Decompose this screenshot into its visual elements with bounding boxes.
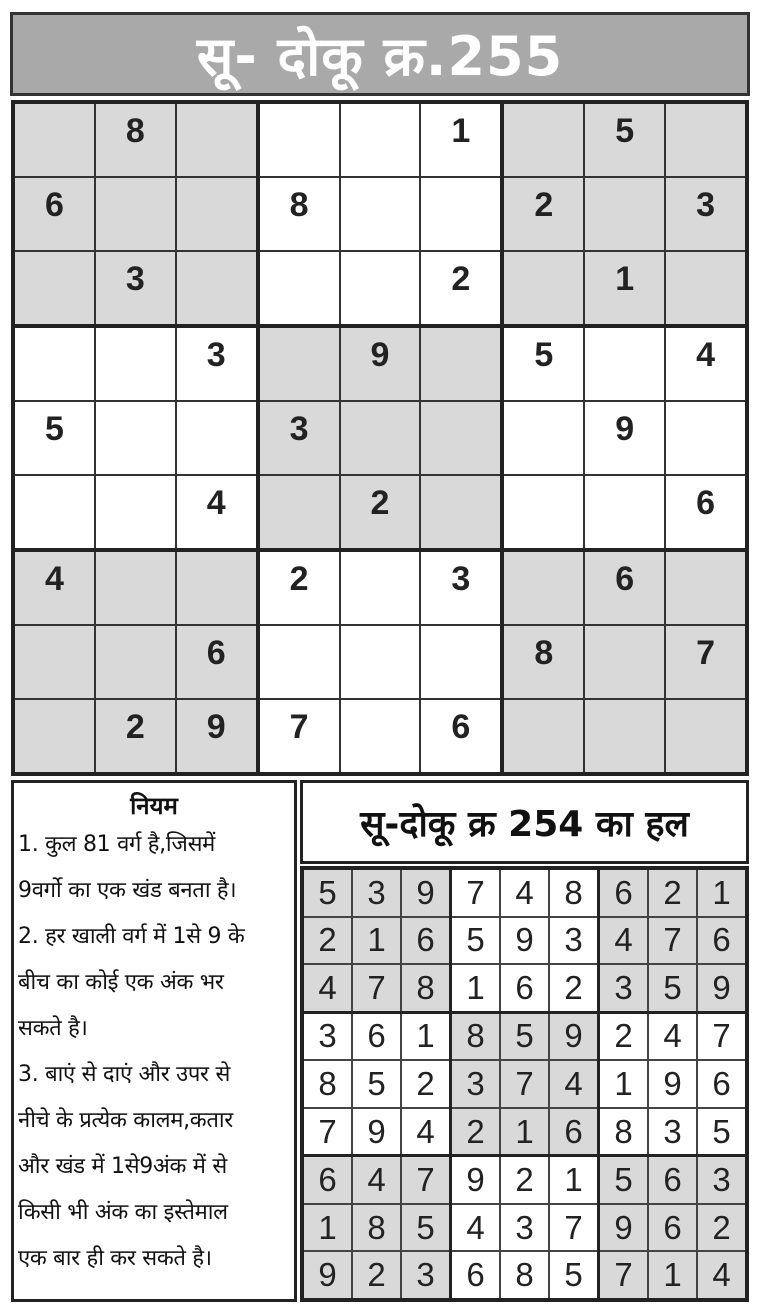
solution-cell: 2	[600, 1014, 647, 1060]
empty-cell[interactable]	[666, 402, 745, 474]
empty-cell[interactable]	[260, 252, 339, 324]
solution-cell: 5	[501, 1014, 548, 1060]
empty-cell[interactable]	[177, 178, 256, 250]
given-cell: 6	[15, 178, 94, 250]
solution-box	[452, 1014, 597, 1155]
solution-cell: 1	[452, 965, 499, 1011]
empty-cell[interactable]	[585, 700, 664, 772]
empty-cell[interactable]	[666, 552, 745, 624]
solution-cell: 9	[698, 965, 745, 1011]
empty-cell[interactable]	[177, 104, 256, 176]
empty-cell[interactable]	[421, 476, 500, 548]
solution-cell: 1	[402, 1014, 449, 1060]
solution-box	[600, 1014, 745, 1155]
solution-cell: 4	[452, 1205, 499, 1251]
solution-cell: 9	[304, 1252, 351, 1298]
given-cell: 8	[96, 104, 175, 176]
solution-cell: 9	[600, 1205, 647, 1251]
empty-cell[interactable]	[504, 402, 583, 474]
solution-cell: 5	[353, 1061, 400, 1107]
empty-cell[interactable]	[585, 476, 664, 548]
solution-title-box	[300, 780, 749, 864]
solution-cell: 4	[649, 1014, 696, 1060]
empty-cell[interactable]	[341, 104, 420, 176]
given-cell: 9	[585, 402, 664, 474]
solution-cell: 9	[402, 870, 449, 916]
given-cell: 2	[96, 700, 175, 772]
given-cell: 3	[421, 552, 500, 624]
empty-cell[interactable]	[177, 552, 256, 624]
solution-cell: 3	[550, 918, 597, 964]
empty-cell[interactable]	[96, 552, 175, 624]
given-cell: 6	[421, 700, 500, 772]
solution-cell: 6	[698, 918, 745, 964]
rules-line: नीचे के प्रत्येक कालम,कतार	[18, 1108, 233, 1133]
solution-cell: 3	[304, 1014, 351, 1060]
puzzle-box	[260, 328, 501, 548]
solution-cell: 8	[452, 1014, 499, 1060]
solution-cell: 4	[402, 1109, 449, 1155]
empty-cell[interactable]	[585, 328, 664, 400]
empty-cell[interactable]	[341, 626, 420, 698]
solution-cell: 3	[402, 1252, 449, 1298]
empty-cell[interactable]	[15, 104, 94, 176]
solution-cell: 6	[304, 1157, 351, 1203]
empty-cell[interactable]	[15, 476, 94, 548]
given-cell: 4	[15, 552, 94, 624]
empty-cell[interactable]	[341, 700, 420, 772]
solution-cell: 5	[550, 1252, 597, 1298]
rules-line: एक बार ही कर सकते है।	[18, 1246, 212, 1271]
given-cell: 9	[341, 328, 420, 400]
solution-cell: 6	[402, 918, 449, 964]
given-cell: 8	[504, 626, 583, 698]
empty-cell[interactable]	[504, 252, 583, 324]
empty-cell[interactable]	[504, 476, 583, 548]
empty-cell[interactable]	[96, 626, 175, 698]
solution-cell: 5	[452, 918, 499, 964]
given-cell: 3	[666, 178, 745, 250]
solution-cell: 2	[649, 870, 696, 916]
solution-cell: 4	[698, 1252, 745, 1298]
solution-cell: 8	[304, 1061, 351, 1107]
empty-cell[interactable]	[260, 328, 339, 400]
given-cell: 5	[585, 104, 664, 176]
solution-cell: 8	[353, 1205, 400, 1251]
given-cell: 3	[96, 252, 175, 324]
solution-cell: 9	[649, 1061, 696, 1107]
puzzle-box	[504, 328, 745, 548]
rules-line: 1. कुल 81 वर्ग है,जिसमें	[18, 832, 216, 857]
rules-line: 2. हर खाली वर्ग में 1से 9 के	[18, 924, 245, 949]
solution-cell: 7	[402, 1157, 449, 1203]
empty-cell[interactable]	[96, 328, 175, 400]
rules-line: और खंड में 1से9अंक में से	[18, 1154, 227, 1179]
empty-cell[interactable]	[96, 476, 175, 548]
solution-cell: 7	[353, 965, 400, 1011]
rules-title: नियम	[130, 792, 178, 820]
empty-cell[interactable]	[421, 402, 500, 474]
solution-cell: 1	[304, 1205, 351, 1251]
solution-cell: 7	[304, 1109, 351, 1155]
empty-cell[interactable]	[504, 700, 583, 772]
solution-cell: 5	[698, 1109, 745, 1155]
empty-cell[interactable]	[96, 402, 175, 474]
given-cell: 5	[504, 328, 583, 400]
empty-cell[interactable]	[96, 178, 175, 250]
empty-cell[interactable]	[15, 328, 94, 400]
puzzle-box	[260, 104, 501, 324]
empty-cell[interactable]	[15, 700, 94, 772]
rules-line: 3. बाएं से दाएं और उपर से	[18, 1062, 231, 1087]
solution-cell: 6	[452, 1252, 499, 1298]
puzzle-box	[15, 552, 256, 772]
empty-cell[interactable]	[421, 328, 500, 400]
solution-cell: 6	[600, 870, 647, 916]
solution-cell: 6	[501, 965, 548, 1011]
solution-cell: 9	[353, 1109, 400, 1155]
empty-cell[interactable]	[666, 700, 745, 772]
empty-cell[interactable]	[177, 252, 256, 324]
given-cell: 6	[177, 626, 256, 698]
solution-cell: 1	[698, 870, 745, 916]
solution-cell: 7	[698, 1014, 745, 1060]
given-cell: 2	[260, 552, 339, 624]
solution-cell: 4	[304, 965, 351, 1011]
solution-box	[304, 1014, 449, 1155]
solution-cell: 3	[452, 1061, 499, 1107]
solution-cell: 3	[698, 1157, 745, 1203]
solution-cell: 6	[550, 1109, 597, 1155]
puzzle-box	[260, 552, 501, 772]
sudoku-solution-grid	[300, 866, 749, 1302]
empty-cell[interactable]	[585, 626, 664, 698]
given-cell: 3	[177, 328, 256, 400]
solution-cell: 7	[550, 1205, 597, 1251]
given-cell: 9	[177, 700, 256, 772]
solution-cell: 2	[304, 918, 351, 964]
empty-cell[interactable]	[341, 252, 420, 324]
solution-box	[600, 1157, 745, 1298]
solution-cell: 8	[600, 1109, 647, 1155]
solution-cell: 2	[698, 1205, 745, 1251]
rules-line: सकते है।	[18, 1016, 88, 1041]
solution-cell: 4	[600, 918, 647, 964]
given-cell: 7	[260, 700, 339, 772]
puzzle-box	[504, 552, 745, 772]
solution-cell: 5	[402, 1205, 449, 1251]
puzzle-box	[15, 328, 256, 548]
empty-cell[interactable]	[260, 626, 339, 698]
puzzle-box	[15, 104, 256, 324]
empty-cell[interactable]	[666, 252, 745, 324]
title-banner	[10, 12, 750, 96]
given-cell: 2	[341, 476, 420, 548]
solution-cell: 9	[550, 1014, 597, 1060]
empty-cell[interactable]	[585, 178, 664, 250]
given-cell: 5	[15, 402, 94, 474]
solution-cell: 1	[501, 1109, 548, 1155]
solution-box	[452, 870, 597, 1011]
solution-cell: 2	[501, 1157, 548, 1203]
solution-cell: 7	[452, 870, 499, 916]
empty-cell[interactable]	[341, 178, 420, 250]
empty-cell[interactable]	[421, 178, 500, 250]
solution-cell: 6	[649, 1157, 696, 1203]
solution-cell: 4	[550, 1061, 597, 1107]
given-cell: 4	[666, 328, 745, 400]
solution-box	[304, 870, 449, 1011]
given-cell: 6	[585, 552, 664, 624]
given-cell: 2	[504, 178, 583, 250]
solution-cell: 9	[501, 918, 548, 964]
solution-cell: 7	[600, 1252, 647, 1298]
empty-cell[interactable]	[260, 476, 339, 548]
empty-cell[interactable]	[341, 552, 420, 624]
rules-line: 9वर्गो का एक खंड बनता है।	[18, 878, 237, 903]
solution-cell: 2	[452, 1109, 499, 1155]
solution-cell: 3	[649, 1109, 696, 1155]
rules-line: बीच का कोई एक अंक भर	[18, 970, 224, 995]
solution-cell: 3	[353, 870, 400, 916]
solution-cell: 4	[501, 870, 548, 916]
given-cell: 7	[666, 626, 745, 698]
solution-cell: 4	[353, 1157, 400, 1203]
given-cell: 4	[177, 476, 256, 548]
solution-cell: 8	[550, 870, 597, 916]
solution-cell: 5	[600, 1157, 647, 1203]
solution-cell: 8	[501, 1252, 548, 1298]
empty-cell[interactable]	[15, 626, 94, 698]
solution-cell: 5	[649, 965, 696, 1011]
rules-line: किसी भी अंक का इस्तेमाल	[18, 1200, 228, 1225]
solution-cell: 1	[600, 1061, 647, 1107]
empty-cell[interactable]	[504, 552, 583, 624]
sudoku-puzzle-grid	[11, 100, 749, 776]
solution-cell: 1	[649, 1252, 696, 1298]
solution-title: सू-दोकू क्र 254 का हल	[360, 803, 689, 845]
solution-cell: 5	[304, 870, 351, 916]
empty-cell[interactable]	[15, 252, 94, 324]
page-title: सू- दोकू क्र.255	[196, 25, 564, 88]
solution-cell: 9	[452, 1157, 499, 1203]
given-cell: 1	[421, 104, 500, 176]
solution-cell: 2	[353, 1252, 400, 1298]
given-cell: 6	[666, 476, 745, 548]
solution-cell: 3	[501, 1205, 548, 1251]
solution-cell: 2	[402, 1061, 449, 1107]
solution-cell: 3	[600, 965, 647, 1011]
given-cell: 3	[260, 402, 339, 474]
solution-cell: 6	[649, 1205, 696, 1251]
solution-box	[452, 1157, 597, 1298]
puzzle-box	[504, 104, 745, 324]
solution-box	[600, 870, 745, 1011]
solution-cell: 1	[353, 918, 400, 964]
given-cell: 2	[421, 252, 500, 324]
empty-cell[interactable]	[504, 104, 583, 176]
empty-cell[interactable]	[341, 402, 420, 474]
solution-cell: 7	[649, 918, 696, 964]
given-cell: 1	[585, 252, 664, 324]
empty-cell[interactable]	[666, 104, 745, 176]
rules-panel	[11, 780, 297, 1302]
solution-cell: 6	[353, 1014, 400, 1060]
solution-cell: 1	[550, 1157, 597, 1203]
solution-cell: 7	[501, 1061, 548, 1107]
solution-cell: 8	[402, 965, 449, 1011]
solution-box	[304, 1157, 449, 1298]
empty-cell[interactable]	[260, 104, 339, 176]
empty-cell[interactable]	[421, 626, 500, 698]
given-cell: 8	[260, 178, 339, 250]
solution-cell: 6	[698, 1061, 745, 1107]
empty-cell[interactable]	[177, 402, 256, 474]
solution-cell: 2	[550, 965, 597, 1011]
